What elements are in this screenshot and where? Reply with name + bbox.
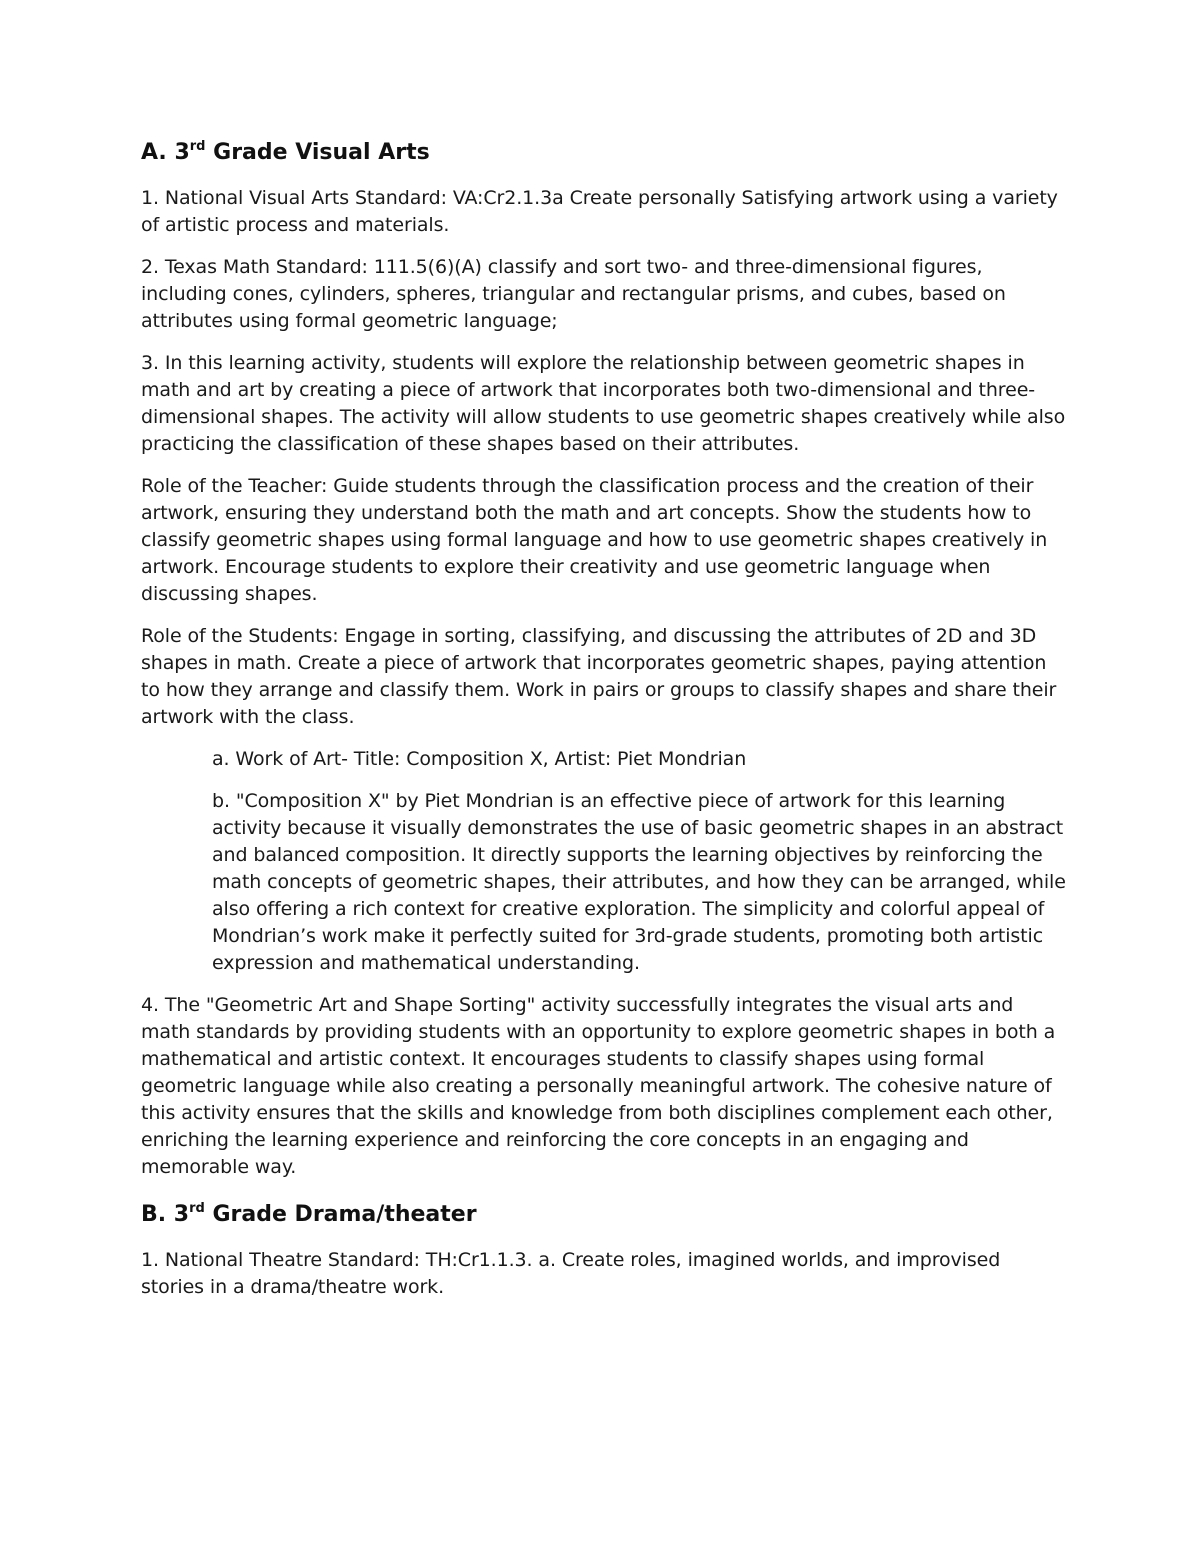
section-a-item-3: 3. In this learning activity, students will explore the relationship between geometric shapes in math and art by creating a piece of artwork that incorporates both two-dimensional and three-dimensional shapes. The activity will allow students to use geometric shapes creatively while also practicing the classification of these shapes based on their attributes. xyxy=(141,352,1066,455)
section-b-heading-sup: rd xyxy=(189,1200,205,1216)
section-a-item-4: 4. The "Geometric Art and Shape Sorting" activity successfully integrates the visual arts and math standards by providing students with an opportunity to explore geometric shapes in both a mathematical and artistic context. It encourages students to classify shapes using formal geometric language while also creating a personally meaningful artwork. The cohesive nature of this activity ensures that the skills and knowledge from both disciplines complement each other, enriching the learning experience and reinforcing the core concepts in an engaging and memorable way. xyxy=(141,994,1056,1178)
section-b-heading-suffix: Grade Drama/theater xyxy=(204,1202,477,1227)
role-of-students: Role of the Students: Engage in sorting, classifying, and discussing the attributes of 2D and 3D shapes in math. Create a piece of artwork that incorporates geometric shapes, paying attention to how they arrange and classify them. Work in pairs or groups to classify shapes and share their artwork with the class. xyxy=(141,625,1057,728)
section-a-heading-sup: rd xyxy=(189,138,206,154)
section-b-heading-prefix: B. 3 xyxy=(141,1202,190,1227)
section-a-heading-suffix: Grade Visual Arts xyxy=(205,140,430,165)
document-page xyxy=(141,138,1066,1316)
section-b-heading xyxy=(141,1200,1066,1230)
section-a-heading xyxy=(141,138,1066,168)
section-a-item-1: 1. National Visual Arts Standard: VA:Cr2.1.3a Create personally Satisfying artwork using a variety of artistic process and materials. xyxy=(141,187,1058,236)
role-of-teacher: Role of the Teacher: Guide students through the classification process and the creation of their artwork, ensuring they understand both the math and art concepts. Show the students how to classify geometric shapes using formal language and how to use geometric shapes creatively in artwork. Encourage students to explore their creativity and use geometric language when discussing shapes. xyxy=(141,475,1048,605)
section-a-item-2: 2. Texas Math Standard: 111.5(6)(A) classify and sort two- and three-dimensional figures, including cones, cylinders, spheres, triangular and rectangular prisms, and cubes, based on attributes using formal geometric language; xyxy=(141,256,1006,332)
section-b-item-1: 1. National Theatre Standard: TH:Cr1.1.3. a. Create roles, imagined worlds, and improvised stories in a drama/theatre work. xyxy=(141,1249,1001,1298)
work-of-art-rationale: b. "Composition X" by Piet Mondrian is an effective piece of artwork for this learning activity because it visually demonstrates the use of basic geometric shapes in an abstract and balanced composition. It directly supports the learning objectives by reinforcing the math concepts of geometric shapes, their attributes, and how they can be arranged, while also offering a rich context for creative exploration. The simplicity and colorful appeal of Mondrian’s work make it perfectly suited for 3rd-grade students, promoting both artistic expression and mathematical understanding. xyxy=(212,790,1066,974)
work-of-art-title: a. Work of Art- Title: Composition X, Artist: Piet Mondrian xyxy=(212,748,747,770)
section-a-heading-prefix: A. 3 xyxy=(141,140,190,165)
